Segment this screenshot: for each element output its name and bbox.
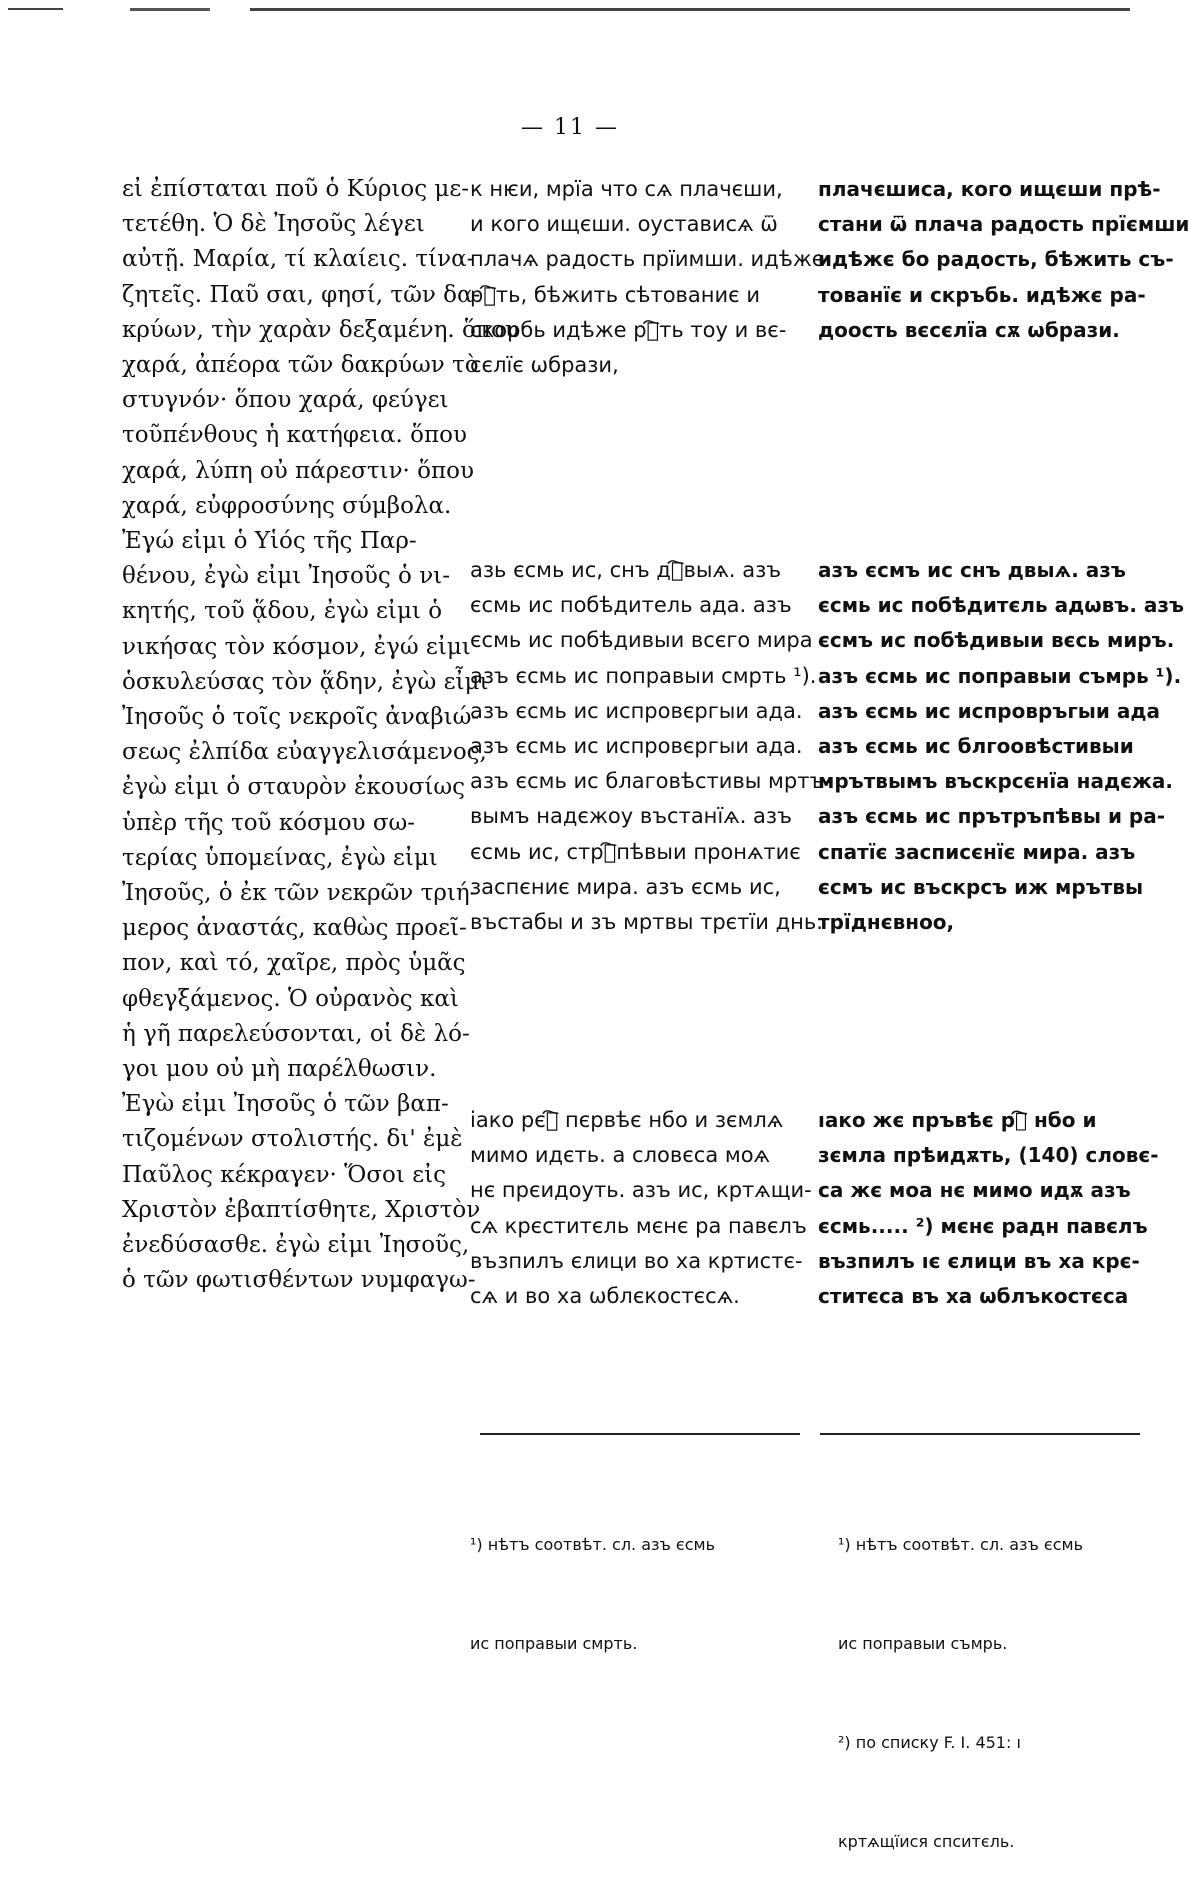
slavonic-column-1-para-2: азь єсмь ис, снъ дⷡ҇выѧ. азъ єсмь ис побѣдитель ада. азъ єсмь ис побѣдивыи всєго мира азъ єсмь ис поправыи смрть ¹). азъ єсмь ис испровєргыи ада. азъ єсмь ис испровєргыи ада. азъ єсмь ис благовѣстивы мртъ- вымъ надєжоу въстанїѧ. азъ єсмь ис, стрⷭ҇пѣвыи пронѧтиє заспєниє мира. азъ єсмь ис, въстабы и зъ мртвы трєтїи днь. [470,558,832,935]
footnote-line: кртѧщїися спситєль. [838,1832,1015,1851]
top-rule [130,8,1130,11]
slavonic-column-1-para-3: iако рєⷱ҇ пєрвѣє нбо и зємлѧ мимо идєть. а словєса моѧ нє прєидоуть. азъ ис, кртѧщи- сѧ крєститєль мєнє ра павєлъ възпилъ єлици во ха кртистє- сѧ и во ха ѡблєкостєсѧ. [470,1108,812,1309]
page-number: — 11 — [521,115,619,140]
footnotes-column-1 [470,1462,800,1693]
footnote-line: ²) по списку F. I. 451: ı [838,1733,1021,1752]
footnote-line: ис поправыи смрть. [470,1634,638,1653]
slavonic-column-2-para-3: ıако жє пръвѣє рⷱ҇ нбо и зємла прѣидѫть, (140) словє- са жє моа нє мимо идѫ азъ єсмь..... ²) мєнє радн павєлъ възпилъ ıє єлици въ ха крє- ститєса въ ха ѡблъкостєса [818,1108,1159,1309]
footnote-line: ¹) нѣтъ соотвѣт. сл. азъ єсмь [470,1535,716,1554]
footnotes-column-2 [838,1462,1138,1891]
slavonic-column-2-para-2: азъ єсмъ ис снъ двыѧ. азъ єсмь ис побѣдитєль адѡвъ. азъ єсмъ ис побѣдивыи вєсь миръ. азъ єсмь ис поправыи съмрь ¹). азъ єсмь ис испровръгыи ада азъ єсмь ис блгоовѣстивыи мрътвымъ въскрсєнїа надєжа. азъ єсмь ис прътръпѣвы и ра- спатїє засписєнїє мира. азъ єсмъ ис въскрсъ иж мрътвы трїднєвноо, [818,558,1185,935]
slavonic-column-2-para-1: плачєшиса, кого ищєши прѣ- стани ѿ плача радость прїємши идѣжє бо радость, бѣжить съ- тованїє и скръбь. идѣжє ра- доость вєсєлїа сѫ ѡбрази. [818,177,1189,342]
footnote-line: ис поправыи съмрь. [838,1634,1008,1653]
slavonic-column-1-para-1: к нѥи, мрїа что сѧ плачєши, и кого ищєши. оустависѧ ѿ плачѧ радость прїимши. идѣже рⷭ҇ть, бѣжить сѣтованиє и скорбь идѣже рⷭ҇ть тоу и вє- сєлїє ѡбрази, [470,177,825,378]
footnote-rule [480,1433,800,1435]
top-left-rule [8,8,63,10]
footnote-rule [820,1433,1140,1435]
greek-text-column: εἰ ἐπίσταται ποῦ ὁ Κύριος με- τετέθη. Ὁ δὲ Ἰησοῦς λέγει αὐτῇ. Μαρία, τί κλαίεις. τίνα- ζητεῖς. Παῦ σαι, φησί, τῶν δα- κρύων, τὴν χαρὰν δεξαμένη. ὅπου χαρά, ἀπέορα τῶν δακρύων τὸ στυγνόν· ὅπου χαρά, φεύγει τοῦπένθους ἡ κατήφεια. ὅπου χαρά, λύπη οὐ πάρεστιν· ὅπου χαρά, εὐφροσύνης σύμβολα. Ἐγώ εἰμι ὁ Υἱός τῆς Παρ- θένου, ἐγὼ εἰμι Ἰησοῦς ὁ νι- κητής, τοῦ ᾅδου, ἐγὼ εἰμι ὁ νικήσας τὸν κόσμον, ἐγώ εἰμι ὁσκυλεύσας τὸν ᾅδην, ἐγὼ εἶμι Ἰησοῦς ὁ τοῖς νεκροῖς ἀναβιώ- σεως ἐλπίδα εὐαγγελισάμενος, ἐγὼ εἰμι ὁ σταυρὸν ἐκουσίως ὑπὲρ τῆς τοῦ κόσμου σω- τερίας ὑπομείνας, ἐγὼ εἰμι Ἰησοῦς, ὁ ἐκ τῶν νεκρῶν τριή- μερος ἀναστάς, καθὼς προεῖ- πον, καὶ τό, χαῖρε, πρὸς ὑμᾶς φθεγξάμενος. Ὁ οὐρανὸς καὶ ἡ γῆ παρελεύσονται, οἱ δὲ λό- γοι μου οὐ μὴ παρέλθωσιν. Ἐγὼ εἰμι Ἰησοῦς ὁ τῶν βαπ- τιζομένων στολιστής. δι' ἐμὲ Παῦλος κέκραγεν· Ὅσοι εἰς Χριστὸν ἐβαπτίσθητε, Χριστὸν ἐνεδύσασθε. ἐγὼ εἰμι Ἰησοῦς, ὁ τῶν φωτισθέντων νυμφαγω- [122,176,519,1294]
footnote-line: ¹) нѣтъ соотвѣт. сл. азъ єсмь [838,1535,1084,1554]
